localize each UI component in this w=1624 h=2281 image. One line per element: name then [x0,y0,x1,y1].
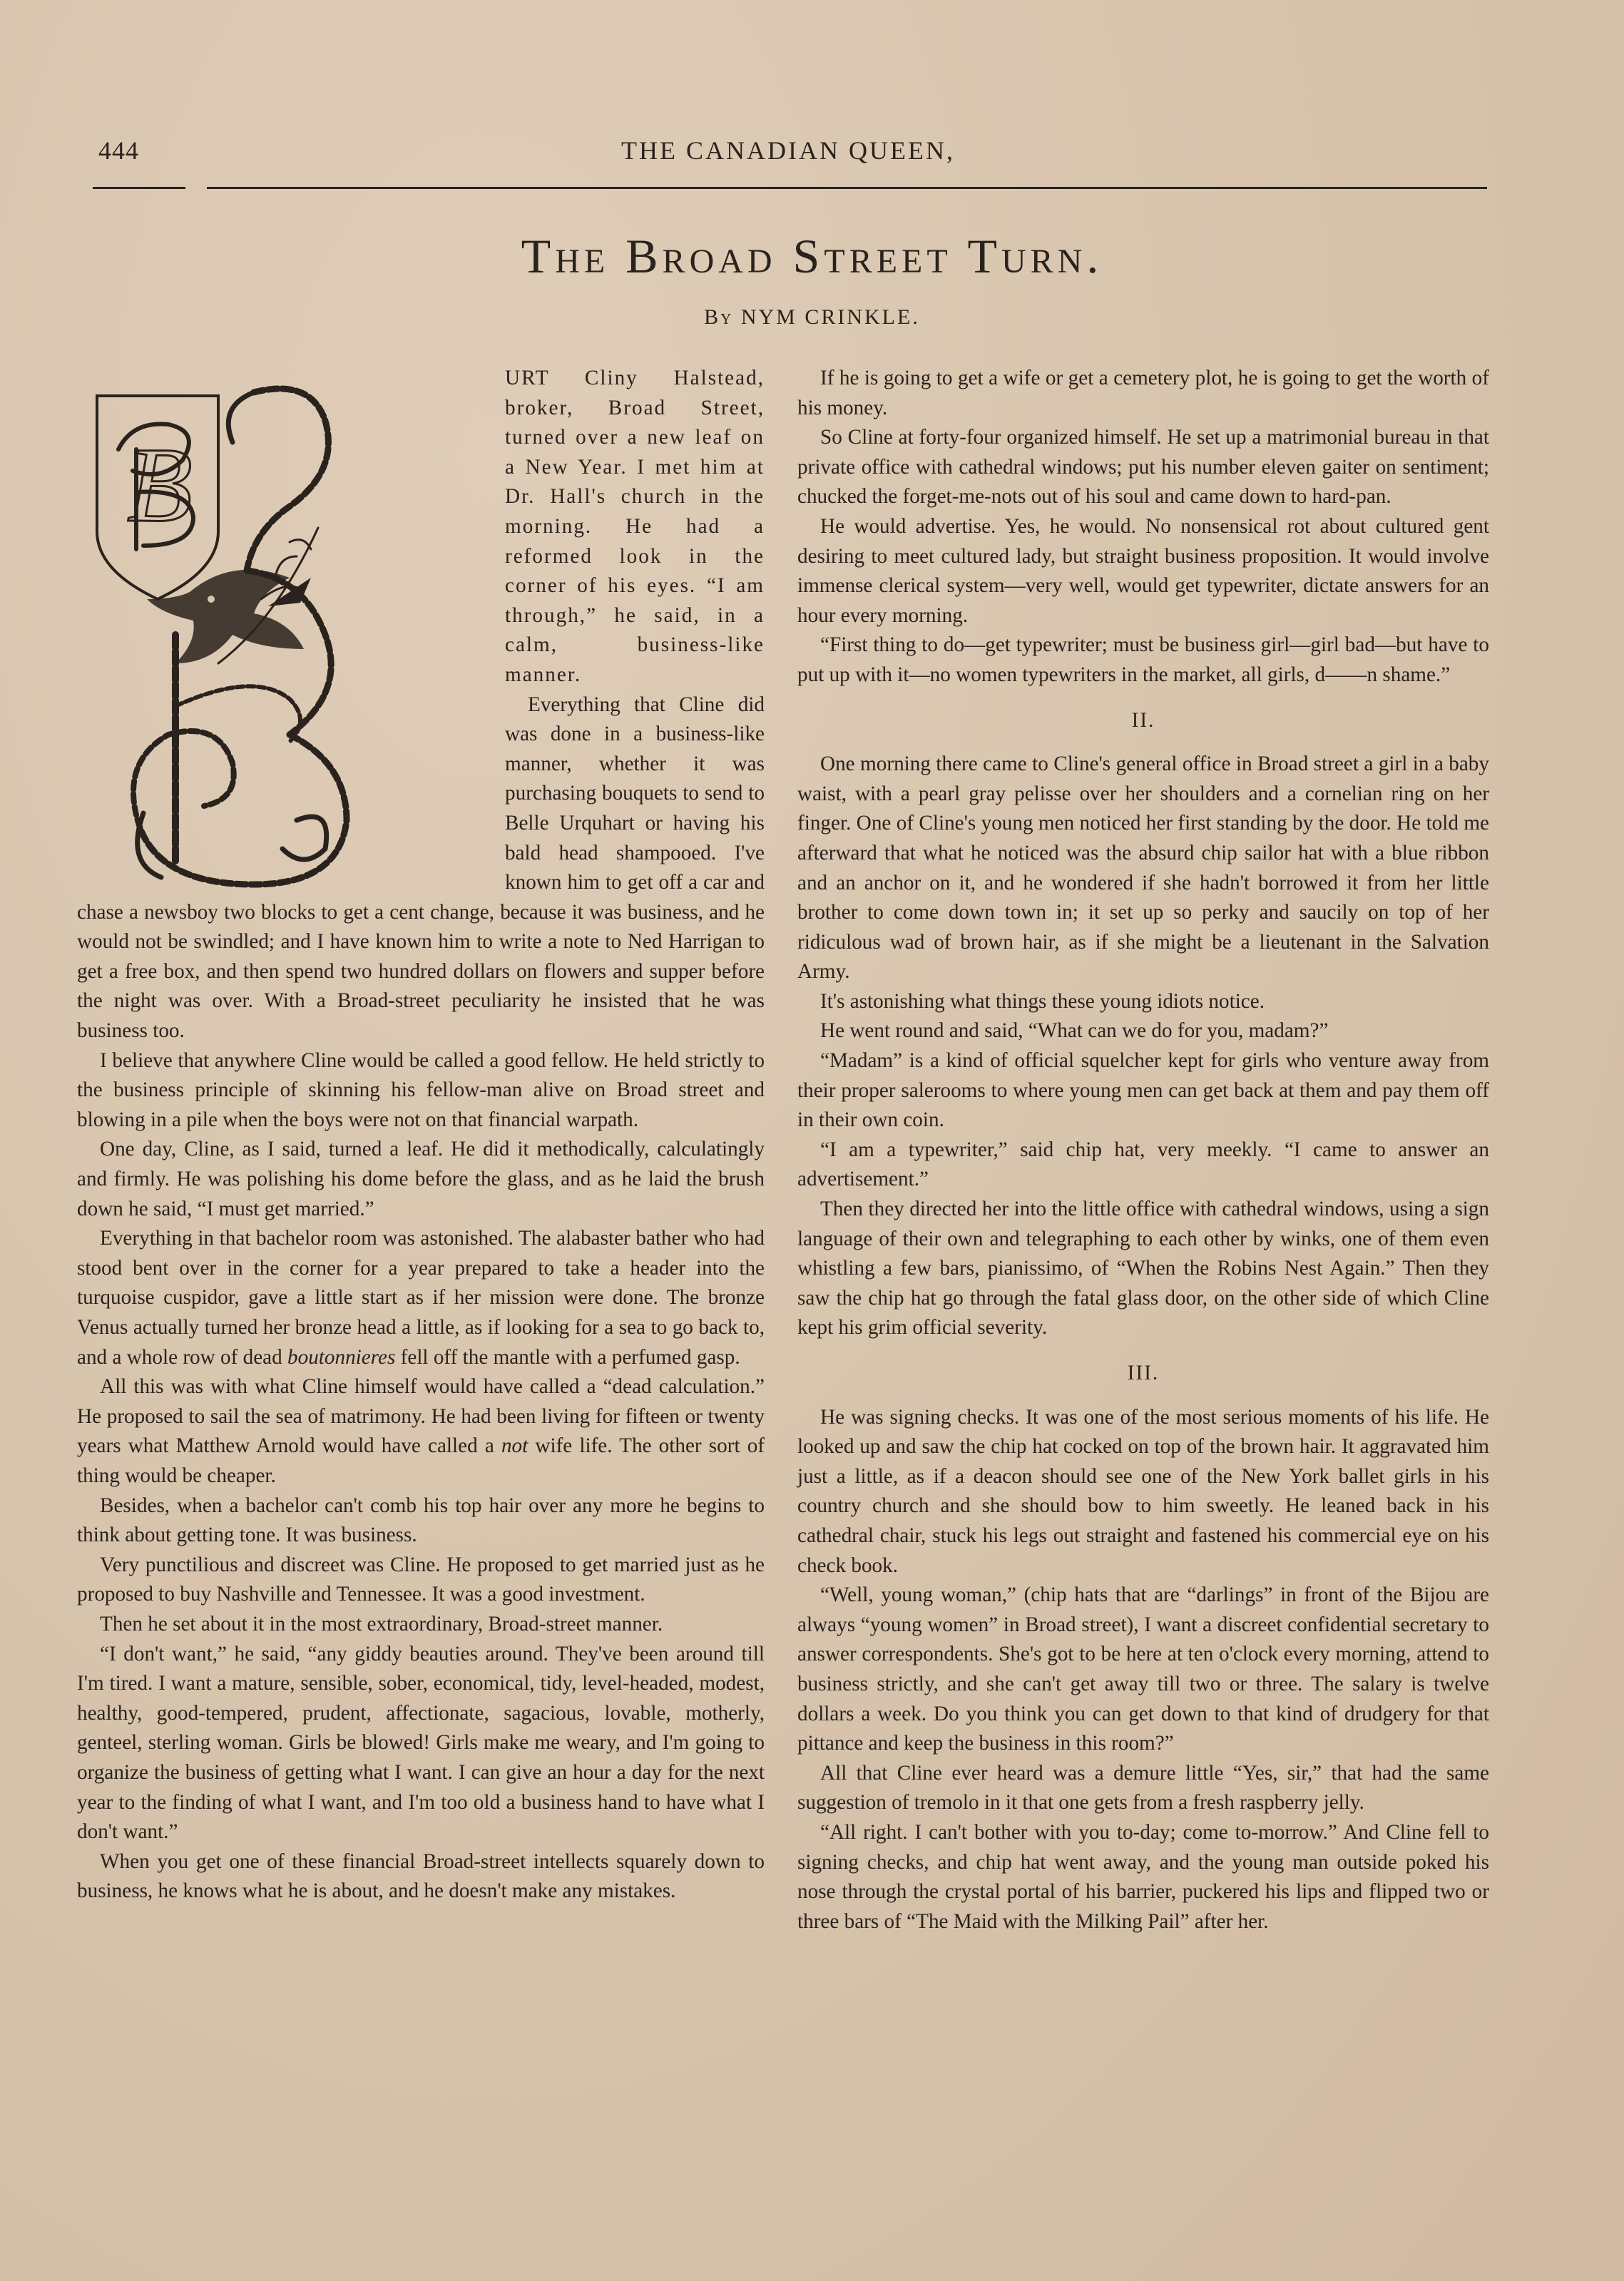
paragraph-l6: All this was with what Cline himself would have called a “dead calculation.” He proposed to sail the sea of matrimony. He had been living for fifteen or twenty years what Matthew Arnold would have called a not wife life. The other sort of thing would be cheaper. [77,1375,765,1487]
paragraph-l5: Everything in that bachelor room was astonished. The alabaster bather who had stood bent over in the corner for a year prepared to take a header into the turquoise cuspidor, gave a little start as if her mission were done. The bronze Venus actually turned her bronze head a little, as if looking for a sea to go back to, and a whole row of dead boutonnieres fell off the mantle with a perfumed gasp. [77,1227,765,1369]
paragraph-l1: URT Cliny Halstead, broker, Broad Street, turned over a new leaf on a New Year. I met him at Dr. Hall's church in the morning. He had a reformed look in the corner of his eyes. “I am through,” he said, in a calm, business-like manner. [505,367,765,686]
running-header [93,136,1483,171]
paragraph-r7: He went round and said, “What can we do for you, madam?” [820,1019,1329,1043]
paragraph-r9: “I am a typewriter,” said chip hat, very meekly. “I came to answer an advertisement.” [797,1138,1489,1191]
paragraph-l4: One day, Cline, as I said, turned a leaf. He did it methodically, calculatingly and firmly. He was polishing his dome before the glass, and as he laid the brush down he said, “I must get married.” [77,1138,765,1220]
paragraph-l9: Then he set about it in the most extraordinary, Broad-street manner. [100,1612,663,1636]
paragraph-r1: If he is going to get a wife or get a cemetery plot, he is going to get the worth of his money. [797,367,1489,419]
paragraph-r4: “First thing to do—get typewriter; must be business girl—girl bad—but have to put up with it—no women typewriters in the market, all girls, d——n shame.” [797,633,1489,686]
paragraph-l3: I believe that anywhere Cline would be called a good fellow. He held strictly to the business principle of skinning his fellow-man alive on Broad street and blowing in a pile when the boys were not on that financial warpath. [77,1048,765,1131]
article-byline: By NYM CRINKLE. [704,305,920,329]
paragraph-r6: It's astonishing what things these young idiots notice. [820,989,1265,1013]
paragraph-l8: Very punctilious and discreet was Cline. He proposed to get married just as he proposed to buy Nashville and Tennessee. It was a good investment. [77,1553,765,1606]
left-column [77,364,765,1907]
paragraph-r8: “Madam” is a kind of official squelcher kept for girls who venture away from their proper salerooms to where young men can get back at them and pay them off in their own coin. [797,1049,1489,1132]
section-heading-ii: II. [1131,708,1155,732]
section-heading-iii: III. [1127,1362,1160,1384]
svg-text:B: B [127,426,193,544]
paragraph-l10: “I don't want,” he said, “any giddy beauties around. They've been around till I'm tired. I want a mature, sensible, sober, economical, tidy, level-headed, modest, healthy, good-tempered, prudent, affectionate, sagacious, lovable, motherly, genteel, sterling woman. Girls be blowed! Girls make me weary, and I'm going to organize the business of getting what I want. I can give an hour a day for the next year to the finding of what I want, and I'm too old a business hand to have what I don't want.” [77,1642,765,1844]
paragraph-r11: He was signing checks. It was one of the most serious moments of his life. He looked up and saw the chip hat cocked on top of the brown hair. It aggravated him just a little, as if a deacon should see one of the New York ballet girls in his country church and she should bow to him sweetly. He leaned back in his cathedral chair, stuck his legs out straight and fastened his commercial eye on his check book. [797,1405,1489,1577]
paragraph-r5: One morning there came to Cline's general office in Broad street a girl in a baby waist, with a pearl gray pelisse over her shoulders and a cornelian ring on her finger. One of Cline's young men noticed her first standing by the door. He told me afterward that what he noticed was the absurd chip sailor hat with a blue ribbon and an anchor on it, and he wondered if she hadn't borrowed it from her little brother to come down town in; it set up so perky and saucily on top of her ridiculous wad of brown hair, as if she might be a lieutenant in the Salvation Army. [797,752,1489,984]
paragraph-r13: All that Cline ever heard was a demure little “Yes, sir,” that had the same suggestion of tremolo in it that one gets from a fresh raspberry jelly. [797,1761,1489,1815]
paragraph-r14: “All right. I can't bother with you to-day; come to-morrow.” And Cline fell to signing checks, and chip hat went away, and the young man outside poked his nose through the crystal portal of his barrier, puckered his lips and flipped two or three bars of “The Maid with the Milking Pail” after her. [797,1820,1489,1933]
right-column [797,364,1489,1936]
page-number: 444 [98,136,139,165]
paragraph-r3: He would advertise. Yes, he would. No nonsensical rot about cultured gent desiring to meet cultured lady, but straight business proposition. It would involve immense clerical system—very well, would get typewriter, dictate answers for an hour every morning. [797,514,1489,627]
running-title: THE CANADIAN QUEEN, [621,136,955,165]
header-rule-short [93,187,185,189]
paragraph-l7: Besides, when a bachelor can't comb his top hair over any more he begins to think about getting tone. It was business. [77,1494,765,1547]
article-title: The Broad Street Turn. [521,229,1103,283]
paragraph-l2: Everything that Cline did was done in a business-like manner, whether it was purchasing bouquets to send to Belle Urquhart or having his bald head shampooed. I've known him to get off a car and chase a newsboy two blocks to get a cent change, because it was business, and he would not be swindled; and I have known him to write a note to Ned Harrigan to get a free box, and then spend two hundred dollars on flowers and supper before the night was over. With a Broad-street peculiarity he insisted that he was business too. [77,693,765,1043]
italic-not: not [501,1434,528,1458]
italic-boutonnieres: boutonnieres [287,1345,396,1369]
paragraph-l11: When you get one of these financial Broad-street intellects squarely down to business, he knows what he is about, and he doesn't make any mistakes. [77,1849,765,1903]
paragraph-r2: So Cline at forty-four organized himself. He set up a matrimonial bureau in that private office with cathedral windows; put his number eleven gaiter on sentiment; chucked the forget-me-nots out of his soul and came down to hard-pan. [797,426,1489,509]
header-rule-long [207,187,1487,189]
ornamental-letter-b-with-bird-icon [76,364,489,892]
paragraph-r10: Then they directed her into the little office with cathedral windows, using a sign language of their own and telegraphing to each other by winks, one of them even whistling a few bars, pianissimo, of “When the Robins Nest Again.” Then they saw the chip hat go through the fatal glass door, on the other side of which Cline kept his grim official severity. [797,1198,1489,1339]
paragraph-r12: “Well, young woman,” (chip hats that are “darlings” in front of the Bijou are always “young women” in Broad street), I want a discreet confidential secretary to answer correspondents. She's got to be here at ten o'clock every morning, attend to business strictly, and she can't get away till two or three. The salary is twelve dollars a week. Do you think you can get down to that kind of drudgery for that pittance and keep the business in this room?” [797,1583,1489,1755]
